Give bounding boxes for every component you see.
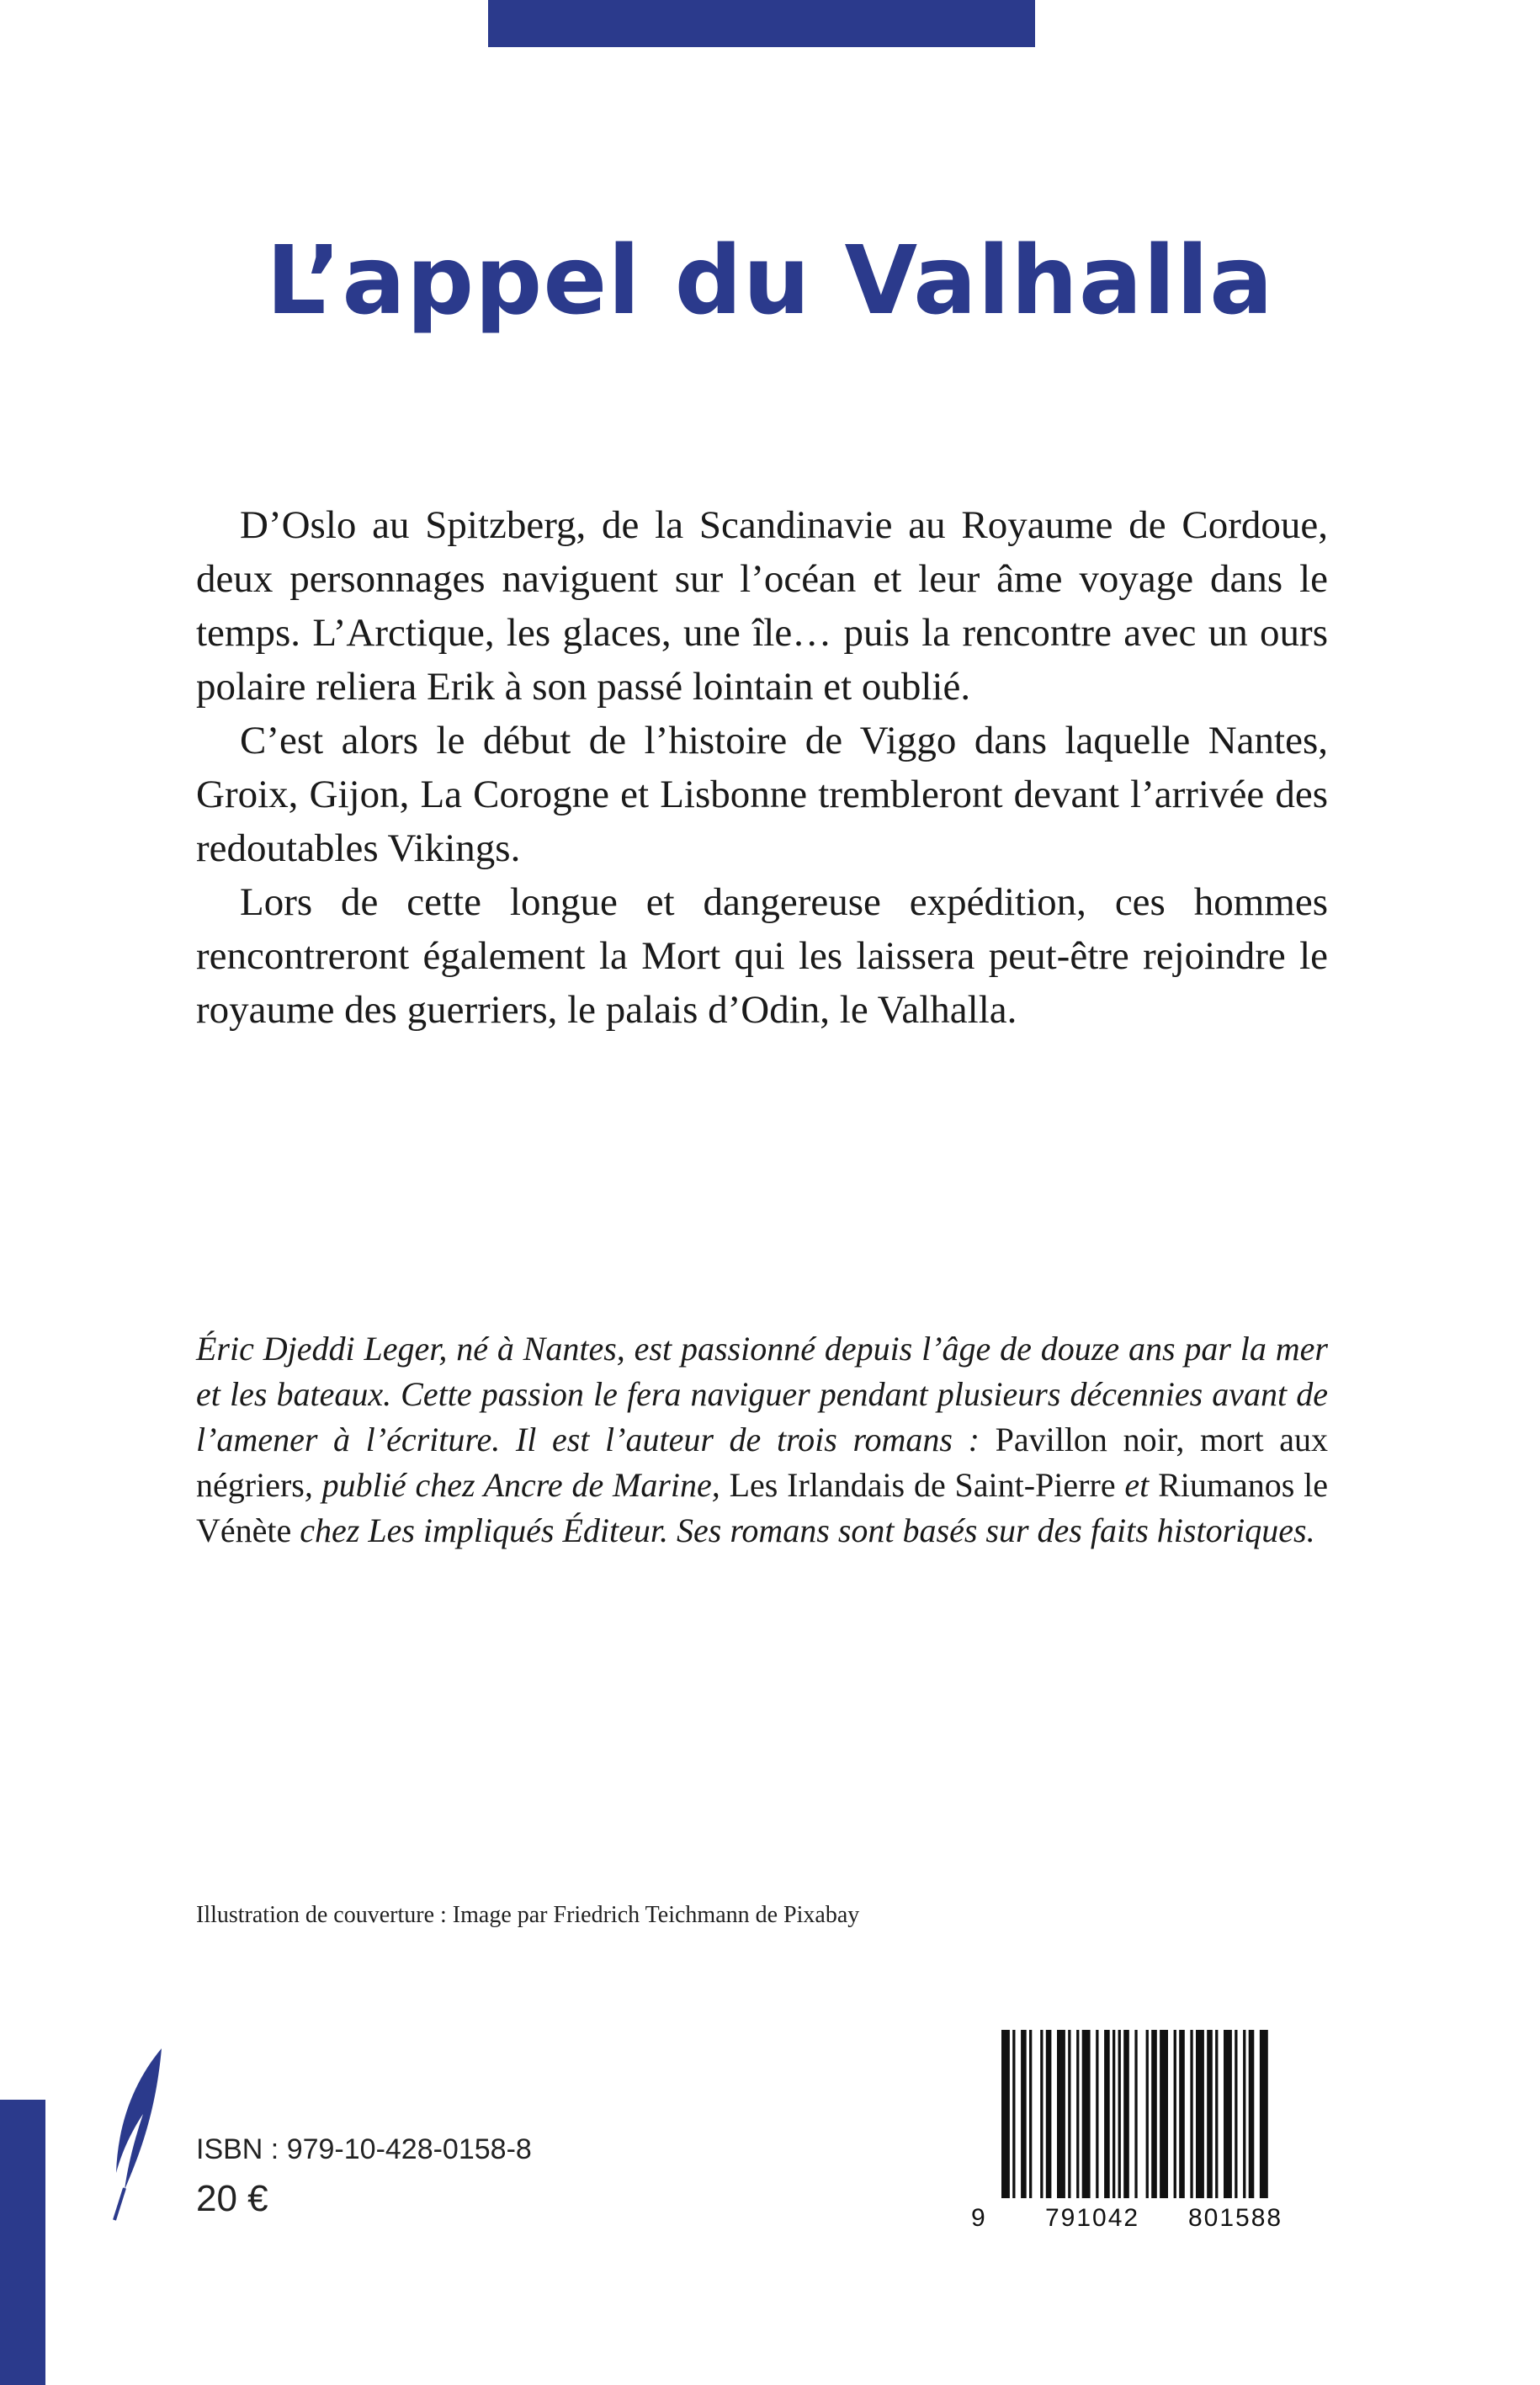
barcode-bar (1096, 2030, 1098, 2198)
barcode-bar (1118, 2030, 1121, 2198)
book-title: L’appel du Valhalla (266, 226, 1274, 337)
bio-text: chez Les impliqués Éditeur. Ses romans sont basés sur des faits historiques. (300, 1511, 1315, 1549)
barcode-bar (1113, 2030, 1115, 2198)
bio-book-title: Riumanos le Vénète (196, 1466, 1329, 1549)
barcode-bar (1179, 2030, 1185, 2198)
barcode-bar (1146, 2030, 1149, 2198)
barcode-bar (1243, 2030, 1245, 2198)
side-accent-bar (0, 2100, 45, 2385)
price: 20 € (196, 2178, 268, 2219)
barcode-bar (1076, 2030, 1079, 2198)
barcode-bar (1046, 2030, 1052, 2198)
barcode-bar (1029, 2030, 1032, 2198)
feather-quill-icon (109, 2047, 168, 2223)
synopsis (196, 498, 1328, 1037)
barcode-bar (1123, 2030, 1129, 2198)
barcode-bar (1160, 2030, 1168, 2198)
barcode-bar (1196, 2030, 1204, 2198)
barcode-bar (1012, 2030, 1015, 2198)
synopsis-paragraph: D’Oslo au Spitzberg, de la Scandinavie au Royaume de Cordoue, deux personnages naviguent sur l’océan et leur âme voyage dans le temps. L’Arctique, les glaces, une île… puis la rencontre avec un ours polaire reliera Erik à son passé lointain et oublié. (196, 503, 1328, 709)
isbn: ISBN : 979-10-428-0158-8 (196, 2133, 532, 2165)
barcode-bar (1021, 2030, 1027, 2198)
barcode (968, 2018, 1321, 2245)
barcode-bar (1104, 2030, 1110, 2198)
barcode-bar (1249, 2030, 1255, 2198)
cover-credit: Illustration de couverture : Image par Friedrich Teichmann de Pixabay (196, 1902, 860, 1928)
barcode-bar (1040, 2030, 1043, 2198)
barcode-bar (1235, 2030, 1237, 2198)
barcode-bar (1190, 2030, 1192, 2198)
barcode-digits-right: 801588 (1188, 2204, 1283, 2232)
synopsis-paragraph: Lors de cette longue et dangereuse expédition, ces hommes rencontreront également la Mort qui les laissera peut-être rejoindre le royaume des guerriers, le palais d’Odin, le Valhalla. (196, 880, 1328, 1032)
barcode-bar (1215, 2030, 1218, 2198)
barcode-bar (1068, 2030, 1070, 2198)
synopsis-paragraph: C’est alors le début de l’histoire de Viggo dans laquelle Nantes, Groix, Gijon, La Corogne et Lisbonne trembleront devant l’arrivée des redoutables Vikings. (196, 719, 1328, 870)
bio-text: et (1124, 1466, 1150, 1504)
bio-text: , publié chez Ancre de Marine, (304, 1466, 720, 1504)
barcode-bar (1134, 2030, 1137, 2198)
barcode-bar (1174, 2030, 1176, 2198)
barcode-digits-left: 791042 (1045, 2204, 1140, 2232)
barcode-bar (1001, 2030, 1010, 2198)
barcode-bar (1207, 2030, 1213, 2198)
barcode-bar (1260, 2030, 1268, 2198)
barcode-bar (1224, 2030, 1232, 2198)
bio-text: Éric Djeddi Leger, né à Nantes, est passionné depuis l’âge de douze ans par la mer et les bateaux. Cette passion le fera naviguer pendant plusieurs décennies avant de l’amener à l’écriture. Il est l’auteur de trois romans : (196, 1330, 1328, 1458)
author-bio (196, 1326, 1328, 1554)
barcode-digit-first: 9 (971, 2204, 985, 2232)
bio-book-title: Les Irlandais de Saint-Pierre (729, 1466, 1116, 1504)
barcode-bar (1057, 2030, 1065, 2198)
barcode-bar (1151, 2030, 1157, 2198)
barcode-bar (1082, 2030, 1091, 2198)
top-accent-bar (488, 0, 1035, 47)
bio-book-title: Pavillon noir, mort aux négriers (196, 1421, 1328, 1504)
